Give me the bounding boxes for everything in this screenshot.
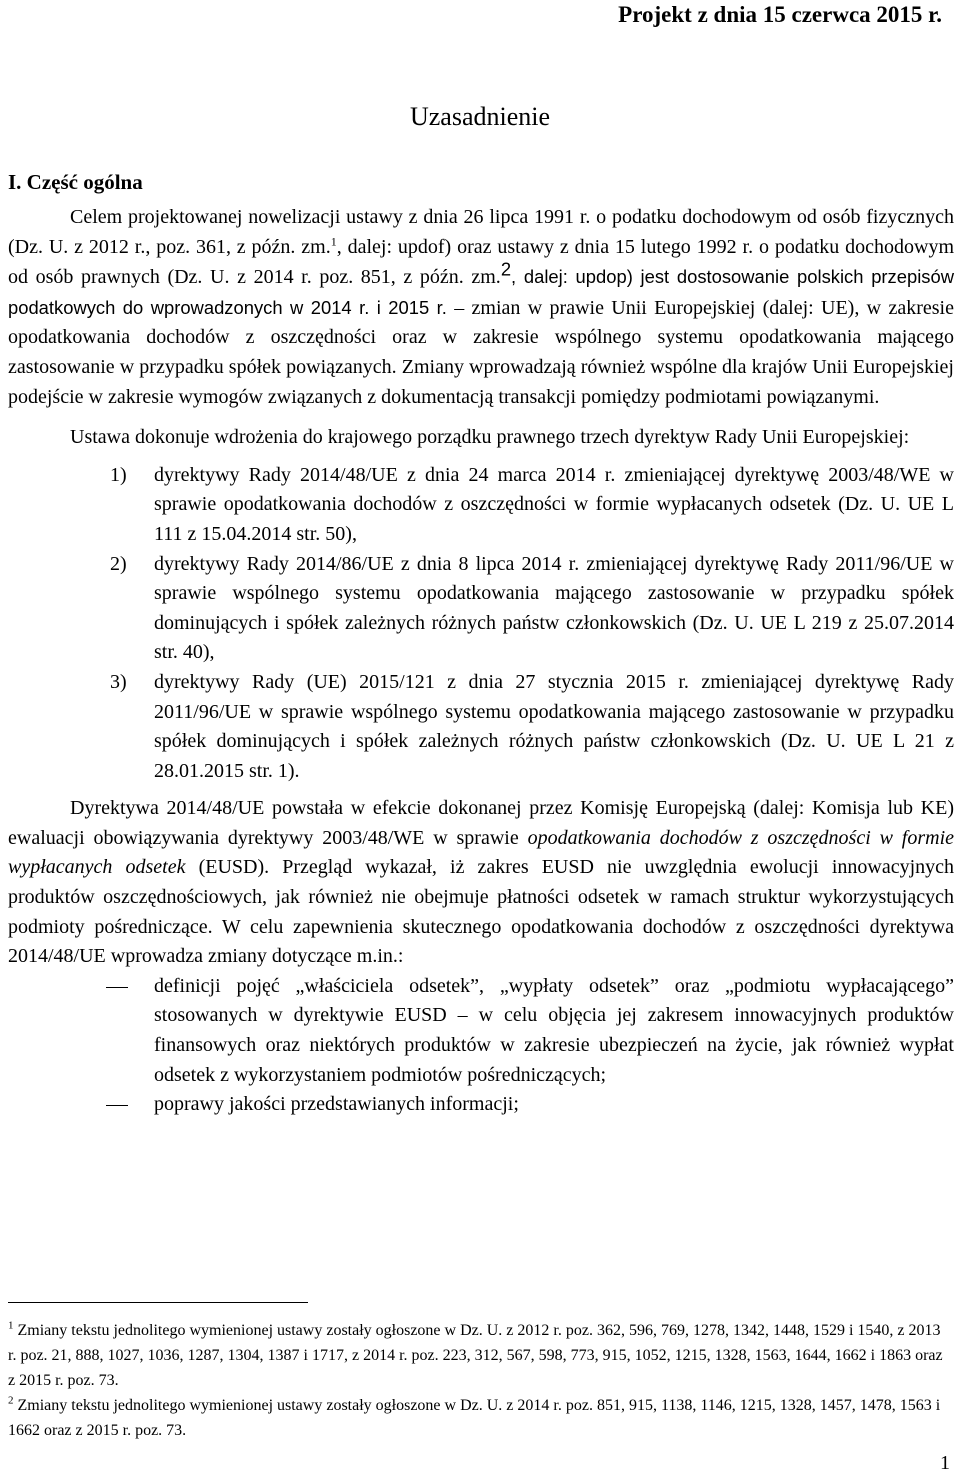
footnote-marker: 2 (8, 1394, 14, 1407)
changes-list (8, 972, 954, 1120)
footnote-2 (8, 1393, 950, 1443)
directive-number: 2) (110, 552, 127, 575)
directive-text: dyrektywy Rady (UE) 2015/121 z dnia 27 stycznia 2015 r. zmieniającej dyrektywę Rady 2011/96/UE w sprawie wspólnego systemu opodatkowania mającego zastosowanie w przypadku spółek dominujących i spółek zależnych różnych państw członkowskich (Dz. U. UE L 21 z 28.01.2015 str. 1). (154, 670, 954, 782)
section-heading: I. Część ogólna (8, 170, 143, 194)
dash-bullet-icon (106, 1105, 128, 1106)
directive-text: dyrektywy Rady 2014/48/UE z dnia 24 marca 2014 r. zmieniającej dyrektywę 2003/48/WE w sprawie opodatkowania dochodów z oszczędności w formie wypłacanych odsetek (Dz. U. UE L 111 z 15.04.2014 str. 50), (154, 463, 954, 545)
intro-text-1: Celem projektowanej nowelizacji ustawy z dnia 26 lipca 1991 r. o podatku dochodowym od osób fizycznych (Dz. U. z 2012 r., poz. 361, z późn. zm. (8, 206, 954, 258)
change-text: poprawy jakości przedstawianych informacji; (154, 1093, 519, 1116)
change-text: definicji pojęć „właściciela odsetek”, „wypłaty odsetek” oraz „podmiotu wypłacającego” stosowanych w dyrektywie EUSD – w celu objęcia jej zakresem innowacyjnych produktów finansowych oraz niektórych produktów w zakresie ubezpieczeń na życie, jak również wypłat odsetek z wykorzystaniem podmiotów pośredniczących; (154, 974, 954, 1086)
page-number: 1 (940, 1452, 950, 1474)
directive-item (8, 550, 954, 668)
intro-text-5: Zmiany wprowadzają również wspólne dla krajów Unii Europejskiej podejście w zakresie wymogów związanych z dokumentacją transakcji pomiędzy podmiotami powiązanymi. (8, 355, 954, 408)
footnote-ref-1: 1 (330, 233, 337, 248)
eusd-text-1: Dyrektywa 2014/48/UE powstała w efekcie dokonanej przez Komisję Europejską (dalej: Komisja lub KE) ewaluacji obowiązywania dyrektywy 2003/48/WE w sprawie (8, 797, 954, 849)
eusd-italic-title: opodatkowania dochodów z oszczędności w formie wypłacanych odsetek (8, 826, 954, 879)
eusd-text-2: (EUSD). Przegląd wykazał, iż zakres EUSD nie uwzględnia ewolucji innowacyjnych produktów oszczędnościowych, jak również nie obejmuje płatności odsetek w ramach struktur wykorzystujących podmioty pośredniczące. W celu zapewnienia skutecznego opodatkowania dochodów z oszczędności dyrektywa 2014/48/UE wprowadza zmiany dotyczące m.in.: (8, 856, 955, 968)
footnote-1 (8, 1318, 950, 1393)
project-date-header: Projekt z dnia 15 czerwca 2015 r. (618, 2, 942, 27)
document-body (8, 203, 954, 1120)
directive-number: 1) (110, 463, 127, 486)
directives-list (8, 461, 954, 787)
footnote-separator (8, 1302, 308, 1303)
change-item (8, 1090, 954, 1120)
directive-number: 3) (110, 670, 127, 693)
directive-text: dyrektywy Rady 2014/86/UE z dnia 8 lipca 2014 r. zmieniającej dyrektywę Rady 2011/96/UE w sprawie wspólnego systemu opodatkowania mającego zastosowanie w przypadku spółek dominujących i spółek zależnych różnych państw członkowskich (Dz. U. UE L 219 z 25.07.2014 str. 40), (154, 552, 954, 664)
footnote-marker: 1 (8, 1319, 14, 1332)
dash-bullet-icon (106, 987, 128, 988)
directive-item (8, 668, 954, 786)
intro-paragraph (8, 203, 954, 412)
intro-text-3: , dalej: updop) jest dostosowanie polskich przepisów podatkowych do wprowadzonych w 2014 r. i 2015 r. (8, 266, 954, 318)
footnote-text: Zmiany tekstu jednolitego wymienionej ustawy zostały ogłoszone w Dz. U. z 2012 r. poz. 362, 596, 769, 1278, 1342, 1448, 1529 i 1540, z 2013 r. poz. 21, 888, 1027, 1036, 1287, 1304, 1387 i 1717, z 2014 r. poz. 223, 312, 567, 598, 773, 915, 1052, 1215, 1328, 1563, 1644, 1662 i 1863 oraz z 2015 r. poz. 73. (8, 1322, 943, 1389)
footnotes (8, 1318, 950, 1443)
eusd-paragraph (8, 794, 954, 972)
intro-text-4: – zmian w prawie Unii Europejskiej (dalej: UE), w zakresie opodatkowania dochodów z oszczędności oraz w zakresie wspólnego systemu opodatkowania mającego zastosowanie w przypadku spółek powiązanych. (8, 296, 954, 378)
footnote-text: Zmiany tekstu jednolitego wymienionej ustawy zostały ogłoszone w Dz. U. z 2014 r. poz. 851, 915, 1138, 1146, 1215, 1328, 1457, 1478, 1563 i 1662 oraz z 2015 r. poz. 73. (8, 1397, 941, 1439)
intro-text-2: , dalej: updof) oraz ustawy z dnia 15 lutego 1992 r. o podatku dochodowym od osób prawnych (Dz. U. z 2014 r. poz. 851, z późn. zm. (8, 235, 954, 289)
footnote-ref-2: 2 (500, 258, 512, 280)
document-title: Uzasadnienie (409, 102, 551, 131)
directive-item (8, 461, 954, 550)
change-item (8, 972, 954, 1090)
directives-intro-paragraph: Ustawa dokonuje wdrożenia do krajowego porządku prawnego trzech dyrektyw Rady Unii Europejskiej: (70, 426, 910, 449)
